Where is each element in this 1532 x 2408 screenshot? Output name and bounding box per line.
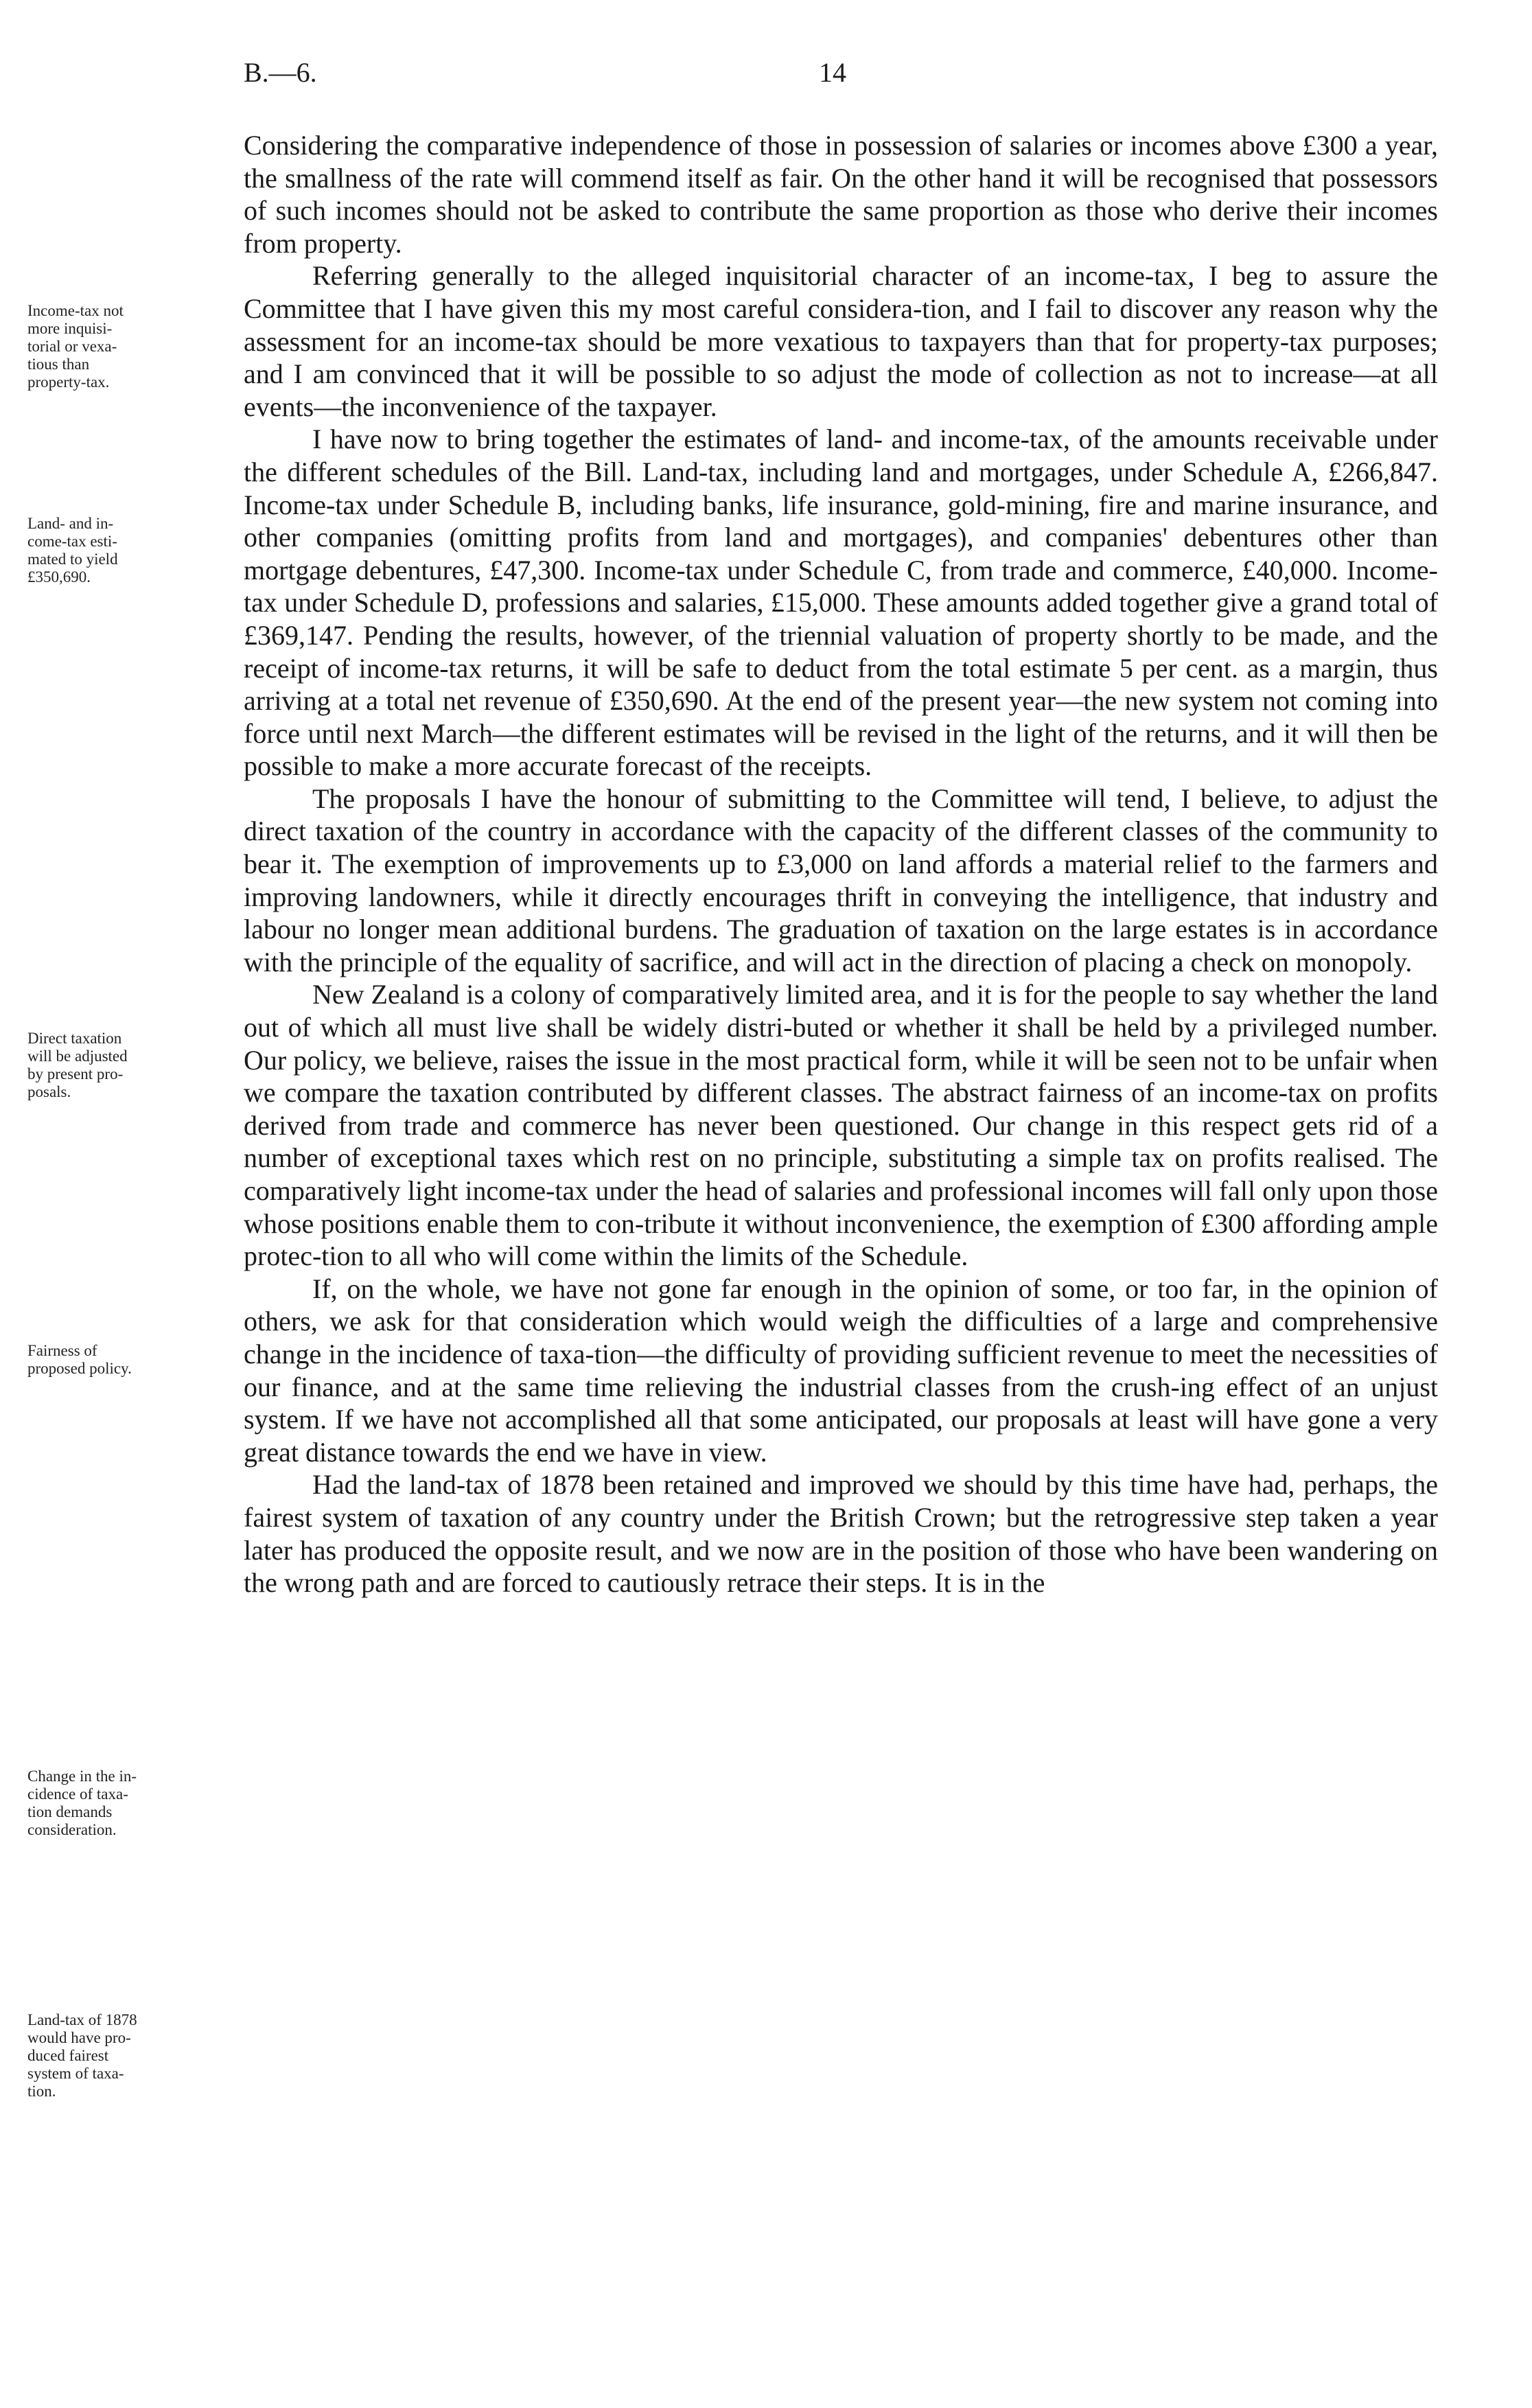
page-header <box>0 56 1532 97</box>
paragraph-salaries: Considering the comparative independence of those in possession of salaries or incomes above £300 a year, the smallness of the rate will commend itself as fair. On the other hand it will be recognised that possessors of such incomes should not be asked to contribute the same proportion as those who derive their incomes from property. <box>244 130 1438 259</box>
paragraph-new-zealand: New Zealand is a colony of comparatively limited area, and it is for the people to say whether the land out of which all must live shall be widely distri-buted or whether it shall be held by a privileged number. Our policy, we believe, raises the issue in the most practical form, while it will be seen not to be unfair when we compare the taxation contributed by different classes. The abstract fairness of an income-tax on profits derived from trade and commerce has never been questioned. Our change in this respect gets rid of a number of exceptional taxes which rest on no principle, substituting a simple tax on profits realised. The comparatively light income-tax under the head of salaries and professional incomes will fall only upon those whose positions enable them to con-tribute it without inconvenience, the exemption of £300 affording ample protec-tion to all who will come within the limits of the Schedule. <box>244 979 1438 1272</box>
body-text <box>244 129 1438 1599</box>
page-number: 14 <box>819 57 846 88</box>
marginal-note-change-incidence: Change in the in- cidence of taxa- tion demands consideration. <box>27 1768 137 1838</box>
paragraph-inquisitorial: Referring generally to the alleged inquisitorial character of an income-tax, I beg to assure the Committee that I have given this my most careful considera-tion, and I fail to discover any reason why the assessment for an income-tax should be more vexatious to taxpayers than that for property-tax purposes; and I am convinced that it will be possible to so adjust the mode of collection as not to increase—at all events—the inconvenience of the taxpayer. <box>244 260 1438 422</box>
marginal-note-income-tax: Income-tax not more inquisi- torial or vexa- tious than property-tax. <box>27 302 124 391</box>
marginal-note-land-tax-1878: Land-tax of 1878 would have pro- duced fairest system of taxa- tion. <box>27 2011 137 2100</box>
paragraph-land-tax-1878: Had the land-tax of 1878 been retained and improved we should by this time have had, perhaps, the fairest system of taxation of any country under the British Crown; but the retrogressive step taken a year later has produced the opposite result, and we now are in the position of those who have been wandering on the wrong path and are forced to cautiously retrace their steps. It is in the <box>244 1469 1438 1599</box>
marginal-note-direct-taxation: Direct taxation will be adjusted by present pro- posals. <box>27 1030 128 1100</box>
marginal-note-fairness: Fairness of proposed policy. <box>27 1342 132 1377</box>
paragraph-consideration: If, on the whole, we have not gone far enough in the opinion of some, or too far, in the opinion of others, we ask for that consideration which would weigh the difficulties of a large and comprehensive change in the incidence of taxa-tion—the difficulty of providing sufficient revenue to meet the necessities of our finance, and at the same time relieving the industrial classes from the crush-ing effect of an unjust system. If we have not accomplished all that some anticipated, our proposals at least will have gone a very great distance towards the end we have in view. <box>244 1273 1438 1468</box>
marginal-notes <box>27 302 233 2361</box>
paragraph-proposals: The proposals I have the honour of submitting to the Committee will tend, I believe, to adjust the direct taxation of the country in accordance with the capacity of the different classes of the community to bear it. The exemption of improvements up to £3,000 on land affords a material relief to the farmers and improving landowners, while it directly encourages thrift in conveying the intelligence, that industry and labour no longer mean additional burdens. The graduation of taxation on the large estates is in accordance with the principle of the equality of sacrifice, and will act in the direction of placing a check on monopoly. <box>244 783 1438 977</box>
document-reference: B.—6. <box>244 57 317 88</box>
marginal-note-estimates: Land- and in- come-tax esti- mated to yield £350,690. <box>27 515 118 586</box>
paragraph-estimates: I have now to bring together the estimates of land- and income-tax, of the amounts receivable under the different schedules of the Bill. Land-tax, including land and mortgages, under Schedule A, £266,847. Income-tax under Schedule B, including banks, life insurance, gold-mining, fire and marine insurance, and other companies (omitting profits from land and mortgages), and companies' debentures other than mortgage debentures, £47,300. Income-tax under Schedule C, from trade and commerce, £40,000. Income-tax under Schedule D, professions and salaries, £15,000. These amounts added together give a grand total of £369,147. Pending the results, however, of the triennial valuation of property shortly to be made, and the receipt of income-tax returns, it will be safe to deduct from the total estimate 5 per cent. as a margin, thus arriving at a total net revenue of £350,690. At the end of the present year—the new system not coming into force until next March—the different estimates will be revised in the light of the returns, and it will then be possible to make a more accurate forecast of the receipts. <box>244 424 1438 782</box>
